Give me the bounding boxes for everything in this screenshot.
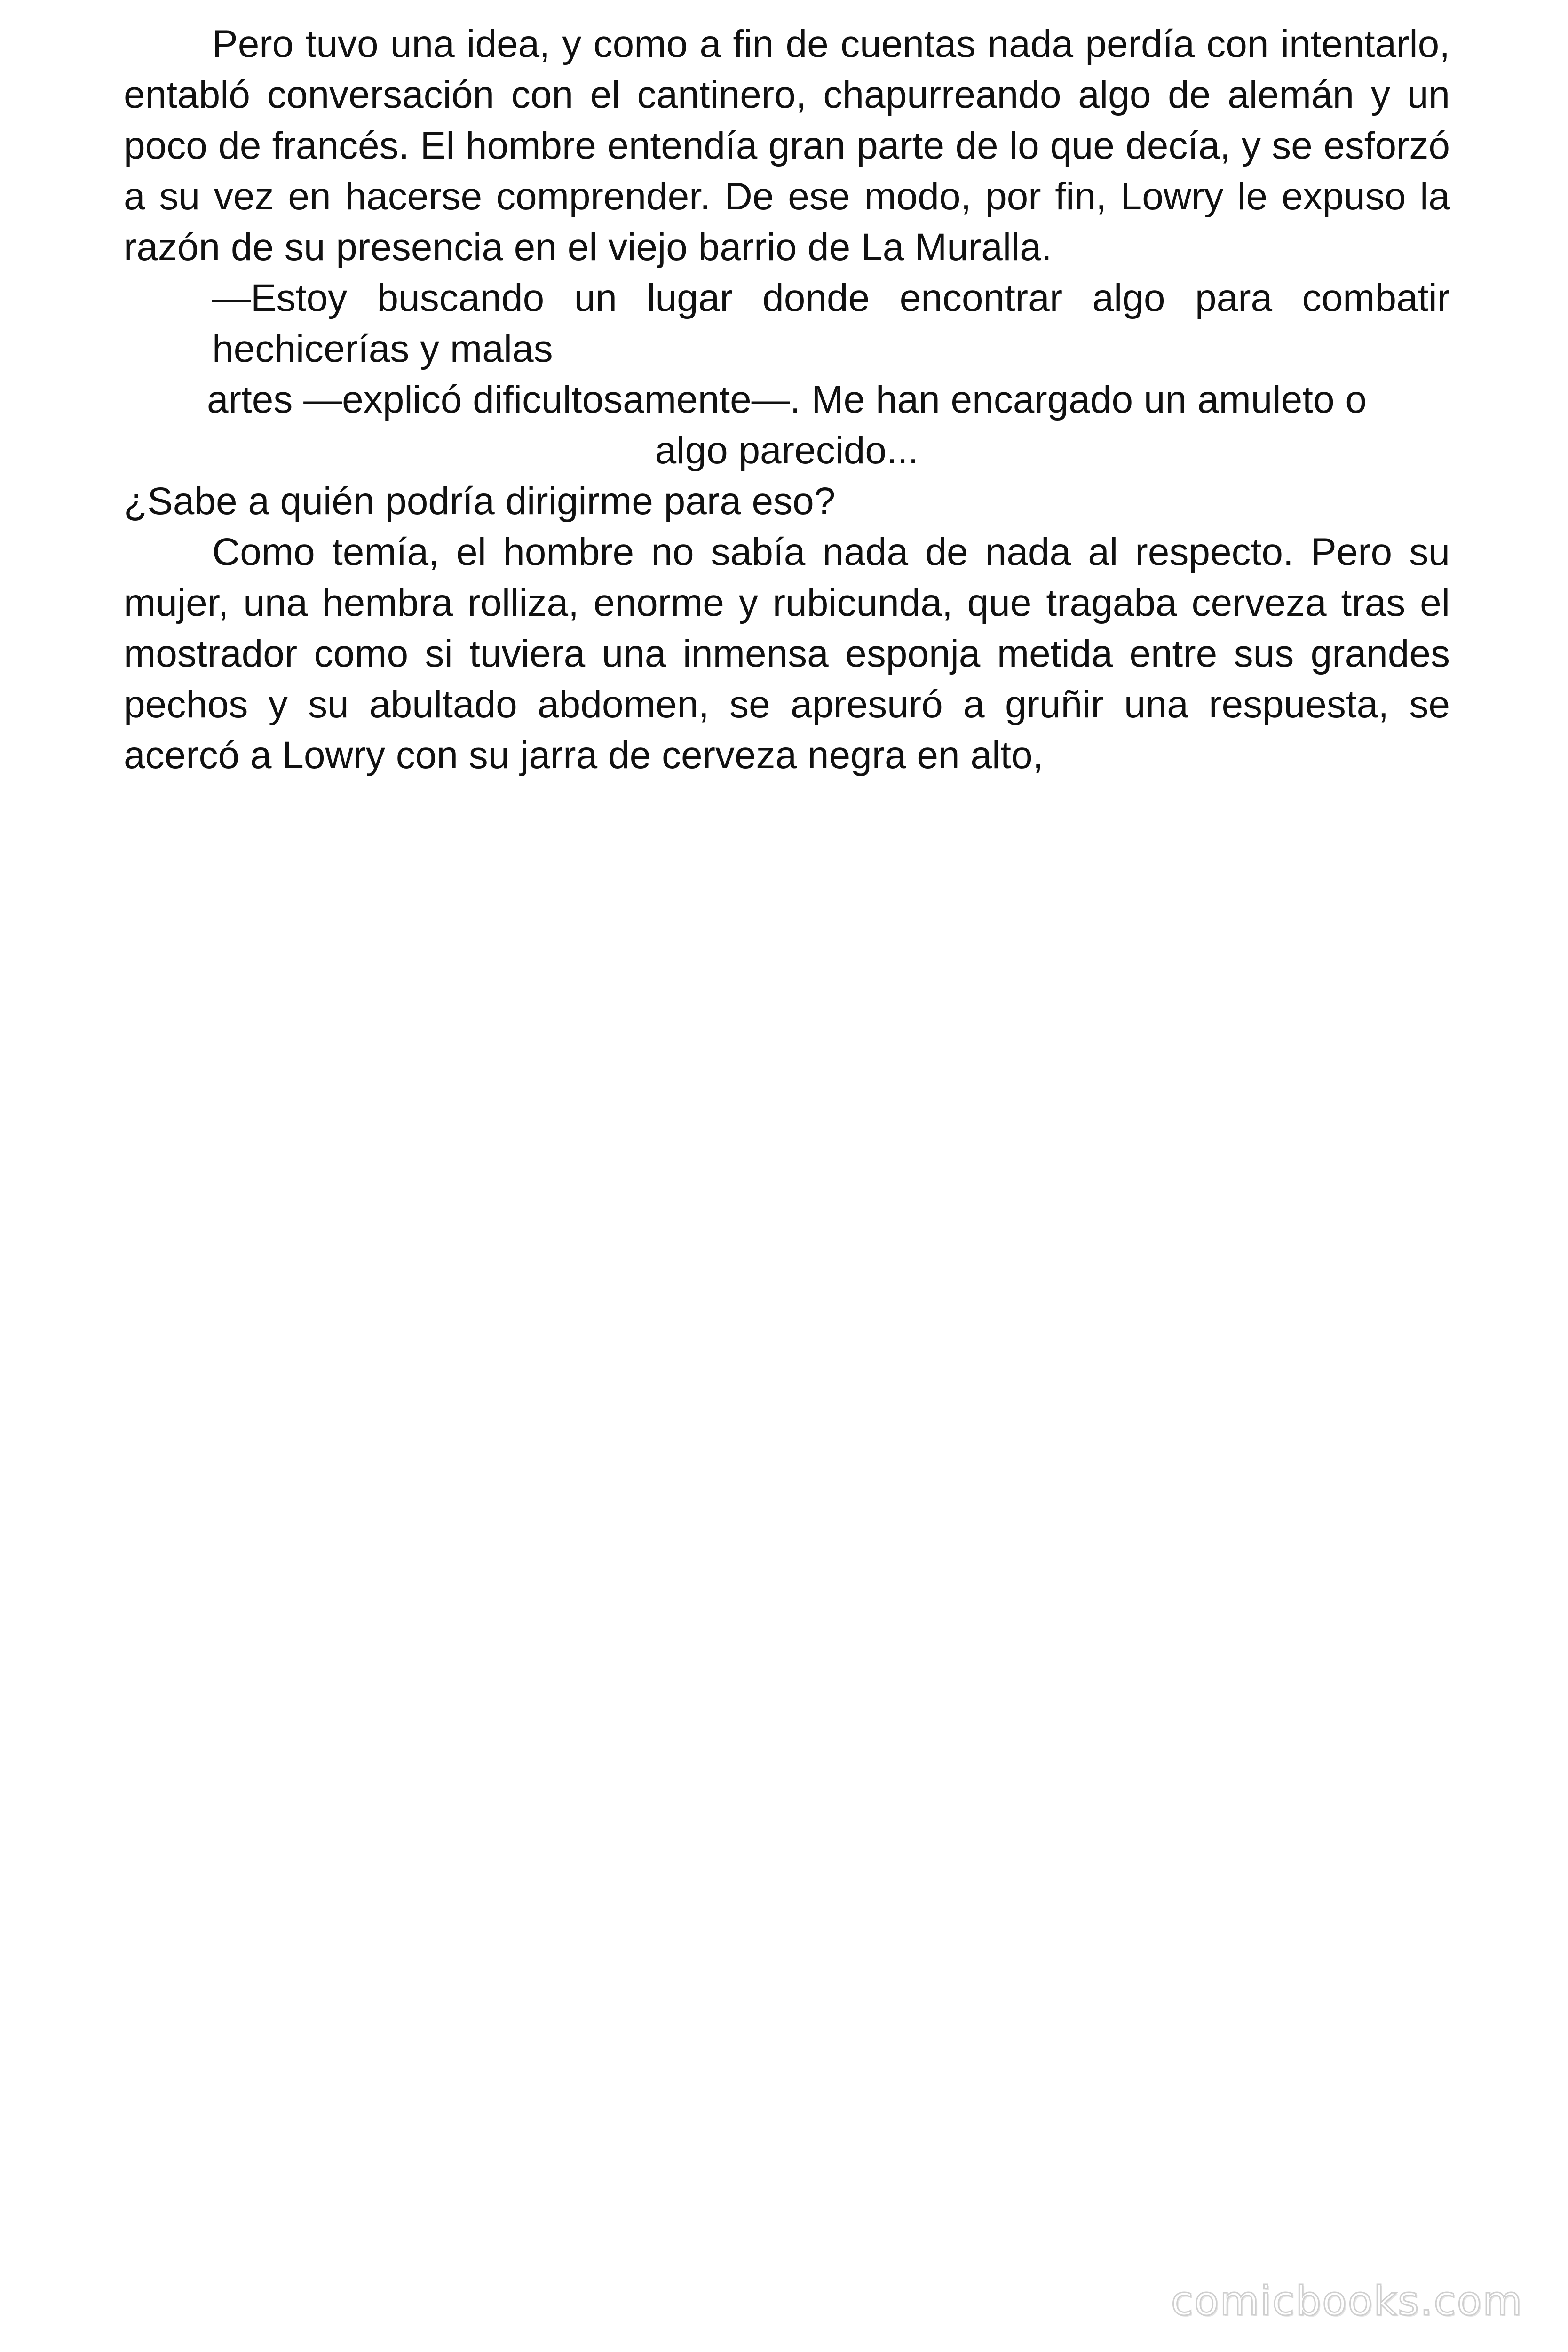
paragraph: Pero tuvo una idea, y como a fin de cuentas nada perdía con intentarlo, entabló conversación con el cantinero, chapurreando algo de alemán y un poco de francés. El hombre entendía gran parte de lo que decía, y se esforzó a su vez en hacerse comprender. De ese modo, por fin, Lowry le expuso la razón de su presencia en el viejo barrio de La Muralla. bbox=[124, 23, 1450, 269]
document-page bbox=[124, 19, 1450, 781]
dialogue-line: artes —explicó dificultosamente—. Me han encargado un amuleto o bbox=[207, 378, 1367, 421]
dialogue-line: —Estoy buscando un lugar donde encontrar algo para combatir hechicerías y malas bbox=[212, 277, 1450, 370]
dialogue-line: algo parecido... bbox=[655, 429, 919, 472]
watermark: comicbooks.com bbox=[1171, 2278, 1523, 2325]
dialogue-line: ¿Sabe a quién podría dirigirme para eso? bbox=[124, 480, 836, 523]
paragraph: Como temía, el hombre no sabía nada de nada al respecto. Pero su mujer, una hembra rolliza, enorme y rubicunda, que tragaba cerveza tras el mostrador como si tuviera una inmensa esponja metida entre sus grandes pechos y su abultado abdomen, se apresuró a gruñir una respuesta, se acercó a Lowry con su jarra de cerveza negra en alto, bbox=[124, 531, 1450, 777]
